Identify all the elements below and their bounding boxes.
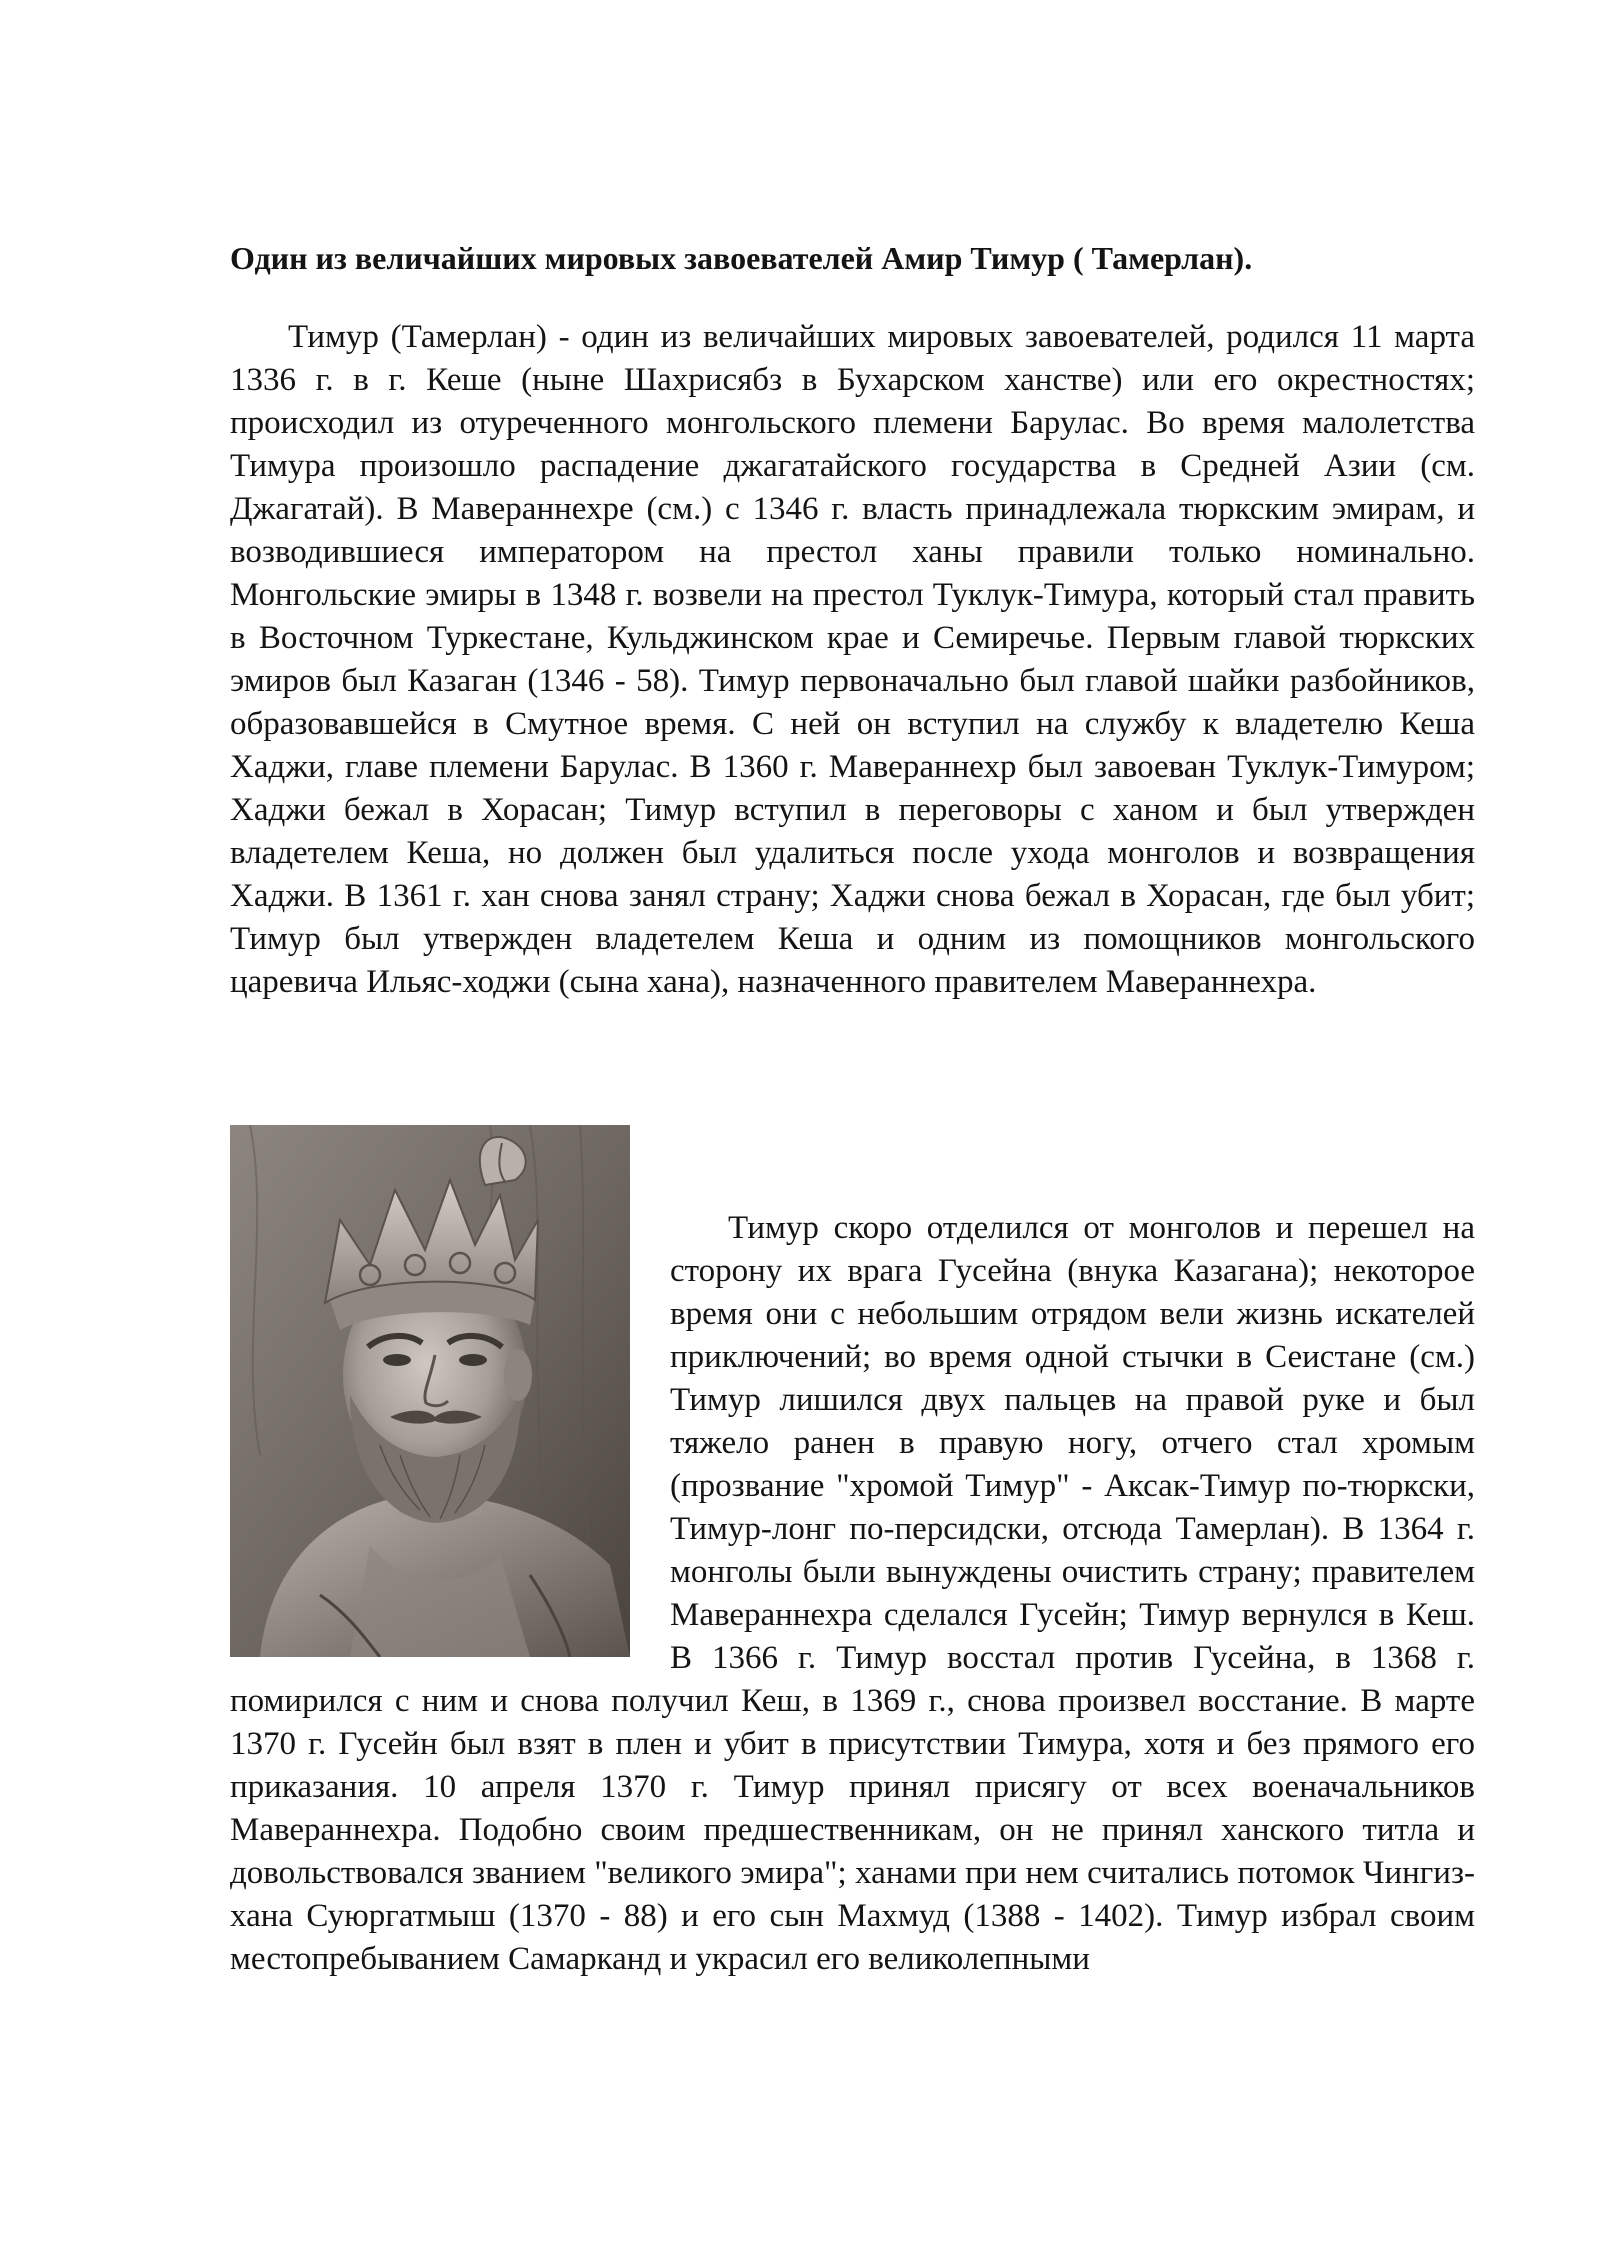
timur-portrait-image [230, 1125, 630, 1657]
document-title: Один из величайших мировых завоевателей Амир Тимур ( Тамерлан). [230, 240, 1253, 276]
paragraph-continued: Тимур скоро отделился от монголов и перешел на сторону их врага Гусейна (внука Казагана); некоторое время они с небольшим отрядом вели жизнь искателей приключений; во время одной стычки в Сеистане (см.) Тимур лишился двух пальцев на правой руке и был тяжело ранен в правую ногу, отчего стал хромым (прозвание "хромой Тимур" - Аксак-Тимур по-тюркски, Тимур-лонг по-персидски, отсюда Тамерлан). В 1364 г. монголы были вынуждены очистить страну; правителем Мавераннехра сделался Гусейн; Тимур вернулся в Кеш. В 1366 г. Тимур восстал против Гусейна, в 1368 г. помирился с ним и снова получил Кеш, в 1369 г., снова произвел восстание. В марте 1370 г. Гусейн был взят в плен и убит в присутствии Тимура, хотя и без прямого его приказания. 10 апреля 1370 г. Тимур принял присягу от всех военачальников Мавераннехра. Подобно своим предшественникам, он не принял ханского титла и довольствовался званием "великого эмира"; ханами при нем считались потомок Чингиз-хана Суюргатмыш (1370 - 88) и его сын Махмуд (1388 - 1402). Тимур избрал своим местопребыванием Самарканд и украсил его великолепными [230, 1210, 1475, 1977]
paragraph-intro: Тимур (Тамерлан) - один из величайших мировых завоевателей, родился 11 марта 1336 г. в г. Кеше (ныне Шахрисябз в Бухарском ханстве) или его окрестностях; происходил из отуреченного монгольского племени Барулас. Во время малолетства Тимура произошло распадение джагатайского государства в Средней Азии (см. Джагатай). В Мавераннехре (см.) с 1346 г. власть принадлежала тюркским эмирам, и возводившиеся императором на престол ханы правили только номинально. Монгольские эмиры в 1348 г. возвели на престол Туклук-Тимура, который стал править в Восточном Туркестане, Кульджинском крае и Семиречье. Первым главой тюркских эмиров был Казаган (1346 - 58). Тимур первоначально был главой шайки разбойников, образовавшейся в Смутное время. С ней он вступил на службу к владетелю Кеша Хаджи, главе племени Барулас. В 1360 г. Мавераннехр был завоеван Туклук-Тимуром; Хаджи бежал в Хорасан; Тимур вступил в переговоры с ханом и был утвержден владетелем Кеша, но должен был удалиться после ухода монголов и возвращения Хаджи. В 1361 г. хан снова занял страну; Хаджи снова бежал в Хорасан, где был убит; Тимур был утвержден владетелем Кеша и одним из помощников монгольского царевича Ильяс-ходжи (сына хана), назначенного правителем Мавераннехра. [230, 319, 1475, 1000]
figure-with-text [230, 1125, 1475, 1981]
